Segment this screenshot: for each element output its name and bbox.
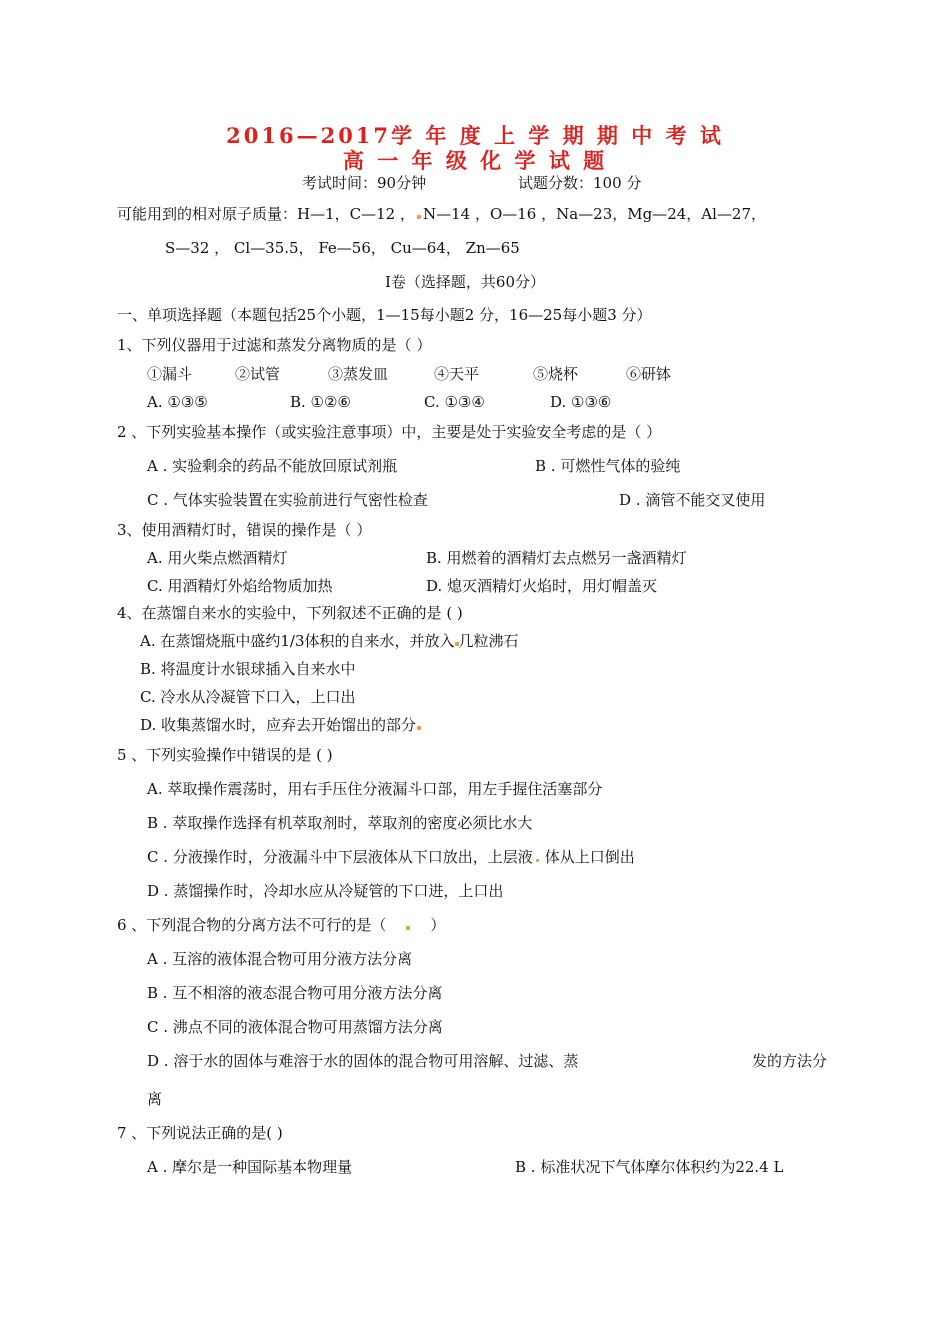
q1-item: ⑥研钵 bbox=[626, 365, 672, 383]
q1-stem: 1、下列仪器用于过滤和蒸发分离物质的是（ ） bbox=[117, 336, 432, 354]
q5-option-c-part2: 体从上口倒出 bbox=[544, 848, 635, 866]
exam-title-line2: 高 一 年 级 化 学 试 题 bbox=[342, 148, 608, 173]
q1-option-b: B. ①②⑥ bbox=[290, 393, 351, 411]
q7-option-b: B . 标准状况下气体摩尔体积约为22.4 L bbox=[515, 1158, 784, 1176]
q7-option-a: A . 摩尔是一种国际基本物理量 bbox=[147, 1158, 353, 1176]
q1-items bbox=[147, 364, 671, 384]
q2-option-c: C . 气体实验装置在实验前进行气密性检查 bbox=[147, 491, 428, 509]
atomic-mass-line1 bbox=[117, 204, 766, 224]
q4-option-a-part2: 几粒沸石 bbox=[458, 632, 519, 650]
q1-item: ③蒸发皿 bbox=[328, 365, 389, 383]
q6-option-d-part1: D . 溶于水的固体与难溶于水的固体的混合物可用溶解、过滤、蒸 bbox=[147, 1052, 579, 1070]
q1-item: ②试管 bbox=[235, 365, 281, 383]
q5-stem: 5 、下列实验操作中错误的是 ( ) bbox=[117, 746, 333, 764]
q6-option-a: A . 互溶的液体混合物可用分液方法分离 bbox=[147, 950, 413, 968]
q7-stem: 7 、下列说法正确的是( ) bbox=[117, 1124, 283, 1142]
q2-option-b: B . 可燃性气体的验纯 bbox=[535, 457, 681, 475]
atomic-mass-line2: S—32 ， Cl—35.5， Fe—56， Cu—64， Zn—65 bbox=[165, 239, 520, 257]
q1-option-a: A. ①③⑤ bbox=[147, 393, 208, 411]
q1-item: ①漏斗 bbox=[147, 365, 193, 383]
q6-stem-part1: 6 、下列混合物的分离方法不可行的是（ bbox=[117, 916, 387, 934]
q6-option-b: B . 互不相溶的液态混合物可用分液方法分离 bbox=[147, 984, 443, 1002]
q6-option-d-part3: 离 bbox=[147, 1090, 163, 1108]
q6-option-d-part2: 发的方法分 bbox=[752, 1052, 828, 1070]
atomic-mass-part1: 可能用到的相对原子质量：H—1，C—12 ， bbox=[117, 205, 415, 223]
q3-option-d: D. 熄灭酒精灯火焰时，用灯帽盖灭 bbox=[426, 577, 658, 595]
exam-title-line1: 2016—2017学 年 度 上 学 期 期 中 考 试 bbox=[226, 123, 724, 148]
q4-option-c: C. 冷水从冷凝管下口入，上口出 bbox=[140, 688, 356, 706]
q1-item: ④天平 bbox=[434, 365, 480, 383]
q6-stem bbox=[117, 915, 445, 935]
q5-option-b: B . 萃取操作选择有机萃取剂时，萃取剂的密度必须比水大 bbox=[147, 814, 533, 832]
q4-option-b: B. 将温度计水银球插入自来水中 bbox=[140, 660, 356, 678]
mark-dot bbox=[417, 215, 421, 219]
q1-item: ⑤烧杯 bbox=[533, 365, 579, 383]
mark-dot bbox=[536, 859, 539, 862]
q4-option-d-text: D. 收集蒸馏水时，应弃去开始馏出的部分 bbox=[140, 716, 417, 734]
q2-option-d: D . 滴管不能交叉使用 bbox=[619, 491, 766, 509]
mark-dot bbox=[417, 726, 421, 730]
q5-option-c bbox=[147, 847, 635, 867]
q3-option-c: C. 用酒精灯外焰给物质加热 bbox=[147, 577, 333, 595]
q3-option-a: A. 用火柴点燃酒精灯 bbox=[147, 549, 288, 567]
exam-time: 考试时间：90分钟 bbox=[302, 174, 427, 192]
q4-option-d bbox=[140, 715, 421, 735]
total-score: 试题分数：100 分 bbox=[518, 174, 642, 192]
q5-option-c-part1: C . 分液操作时，分液漏斗中下层液体从下口放出，上层液 bbox=[147, 848, 533, 866]
q3-stem: 3、使用酒精灯时，错误的操作是（ ） bbox=[117, 521, 372, 539]
q6-stem-part2: ） bbox=[430, 916, 446, 934]
q4-stem: 4、在蒸馏自来水的实验中，下列叙述不正确的是 ( ) bbox=[117, 604, 463, 622]
q2-option-a: A . 实验剩余的药品不能放回原试剂瓶 bbox=[147, 457, 398, 475]
q4-option-a-part1: A. 在蒸馏烧瓶中盛约1/3体积的自来水，并放入 bbox=[140, 632, 455, 650]
part-title: 一、单项选择题（本题包括25个小题，1—15每小题2 分，16—25每小题3 分） bbox=[117, 306, 652, 324]
q6-option-c: C . 沸点不同的液体混合物可用蒸馏方法分离 bbox=[147, 1018, 443, 1036]
mark-dot bbox=[406, 926, 410, 930]
q1-options bbox=[147, 392, 611, 412]
q5-option-a: A. 萃取操作震荡时，用右手压住分液漏斗口部，用左手握住活塞部分 bbox=[147, 780, 603, 798]
q3-option-b: B. 用燃着的酒精灯去点燃另一盏酒精灯 bbox=[426, 549, 687, 567]
q1-option-c: C. ①③④ bbox=[424, 393, 485, 411]
q4-option-a bbox=[140, 631, 519, 651]
q2-stem: 2 、下列实验基本操作（或实验注意事项）中，主要是处于实验安全考虑的是（ ） bbox=[117, 423, 662, 441]
volume-title: Ⅰ卷（选择题，共60分） bbox=[385, 273, 546, 291]
q1-option-d: D. ①③⑥ bbox=[550, 393, 612, 411]
q5-option-d: D . 蒸馏操作时，冷却水应从冷疑管的下口进，上口出 bbox=[147, 882, 504, 900]
atomic-mass-part2: N—14 ，O—16 ，Na—23，Mg—24，Al—27， bbox=[422, 205, 767, 223]
